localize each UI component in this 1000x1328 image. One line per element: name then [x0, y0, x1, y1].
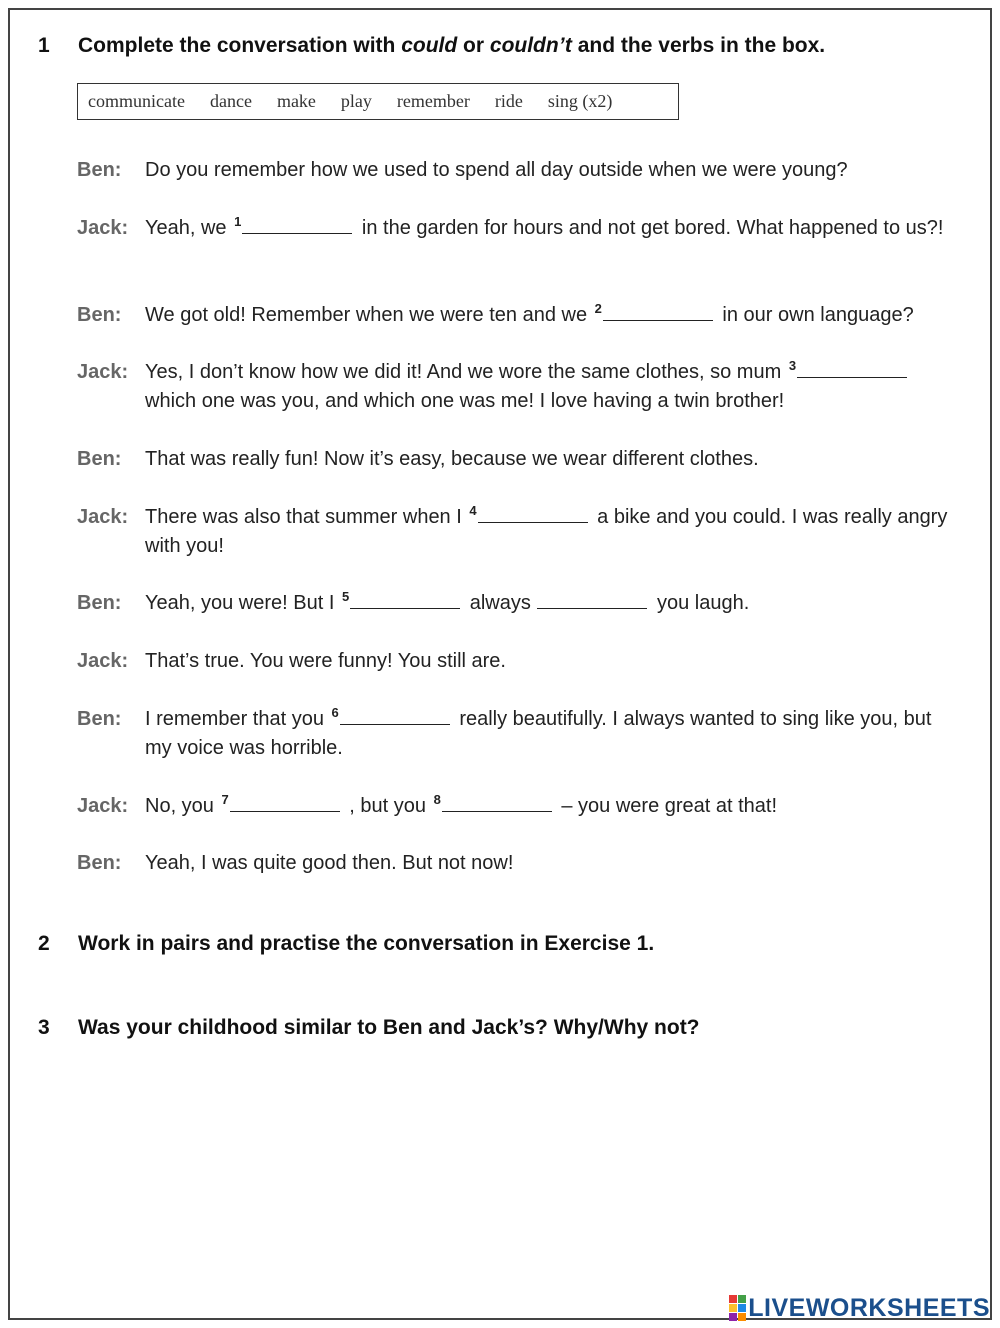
brand-name: LIVEWORKSHEETS: [748, 1293, 990, 1322]
liveworksheets-logo: [729, 1294, 990, 1322]
answer-gap-6[interactable]: [340, 705, 450, 725]
dialogue-line: [77, 705, 957, 763]
dialogue-text: Yes, I don’t know how we did it! And we wore the same clothes, so mum $^3$ which one was you, and which one was me! I love having a twin brother!: [145, 358, 957, 416]
speaker-name: Ben:: [77, 708, 122, 730]
answer-gap-8[interactable]: [442, 792, 552, 812]
exercise-1-heading: [38, 34, 825, 58]
dialogue-line: [77, 214, 957, 243]
exercise-number: 3: [38, 1016, 50, 1039]
gap-number: 8: [433, 792, 441, 807]
exercise-instruction: Work in pairs and practise the conversation in Exercise 1.: [78, 932, 655, 955]
dialogue-line: [77, 503, 957, 561]
dialogue-text: I remember that you $^6$ really beautifully. I always wanted to sing like you, but my voice was horrible.: [145, 705, 932, 759]
logo-blocks-icon: [729, 1295, 746, 1321]
dialogue-line: [77, 358, 957, 416]
dialogue-line: [77, 792, 957, 821]
speaker-name: Jack:: [77, 650, 129, 672]
dialogue-text: That was really fun! Now it’s easy, because we wear different clothes.: [145, 448, 759, 470]
dialogue-text: There was also that summer when I $^4$ a bike and you could. I was really angry with you!: [145, 503, 948, 557]
speaker-name: Ben:: [77, 852, 122, 874]
gap-number: 7: [221, 792, 229, 807]
exercise-2-heading: [38, 932, 654, 956]
dialogue-text: No, you $^7$ , but you $^8$ – you were great at that!: [145, 792, 778, 817]
gap-number: 6: [331, 705, 339, 720]
answer-gap-5a[interactable]: [350, 589, 460, 609]
gap-number: 3: [788, 358, 797, 373]
dialogue-text: That’s true. You were funny! You still are.: [145, 650, 506, 672]
word-box-item: play: [340, 91, 372, 111]
dialogue-line: [77, 156, 957, 185]
speaker-name: Jack:: [77, 795, 129, 817]
dialogue-text: Do you remember how we used to spend all day outside when we were young?: [145, 159, 848, 181]
word-box-item: ride: [494, 91, 523, 111]
gap-number: 1: [234, 214, 242, 229]
word-box: [77, 83, 679, 120]
exercise-instruction: Was your childhood similar to Ben and Jack’s? Why/Why not?: [78, 1016, 700, 1039]
dialogue-line: [77, 647, 957, 676]
dialogue-line: [77, 849, 957, 878]
word-box-item: remember: [396, 91, 470, 111]
speaker-name: Ben:: [77, 304, 122, 326]
dialogue-line: [77, 445, 957, 474]
word-box-item: sing (x2): [547, 91, 613, 111]
answer-gap-7[interactable]: [230, 792, 340, 812]
exercise-number: 2: [38, 932, 50, 955]
dialogue-text: Yeah, we $^1$ in the garden for hours and not get bored. What happened to us?!: [145, 214, 944, 239]
exercise-instruction: Complete the conversation with could or couldn’t and the verbs in the box.: [78, 34, 826, 57]
speaker-name: Ben:: [77, 448, 122, 470]
dialogue-text: We got old! Remember when we were ten and we $^2$ in our own language?: [145, 301, 914, 326]
speaker-name: Jack:: [77, 361, 129, 383]
answer-gap-3[interactable]: [797, 358, 907, 378]
gap-number: 4: [469, 503, 477, 518]
gap-number: 2: [594, 301, 602, 316]
speaker-name: Jack:: [77, 217, 129, 239]
dialogue-line: [77, 301, 957, 330]
dialogue-text: Yeah, you were! But I $^5$ always you laugh.: [145, 589, 750, 614]
word-box-item: communicate: [88, 91, 185, 111]
speaker-name: Jack:: [77, 506, 129, 528]
speaker-name: Ben:: [77, 159, 122, 181]
word-box-item: dance: [209, 91, 252, 111]
speaker-name: Ben:: [77, 592, 122, 614]
answer-gap-4[interactable]: [478, 503, 588, 523]
word-box-item: make: [276, 91, 316, 111]
answer-gap-1[interactable]: [242, 214, 352, 234]
gap-number: 5: [341, 589, 350, 604]
dialogue-line: [77, 589, 957, 618]
dialogue-text: Yeah, I was quite good then. But not now!: [145, 852, 514, 874]
answer-gap-5b[interactable]: [537, 589, 647, 609]
answer-gap-2[interactable]: [603, 301, 713, 321]
exercise-number: 1: [38, 34, 50, 57]
exercise-3-heading: [38, 1016, 700, 1040]
